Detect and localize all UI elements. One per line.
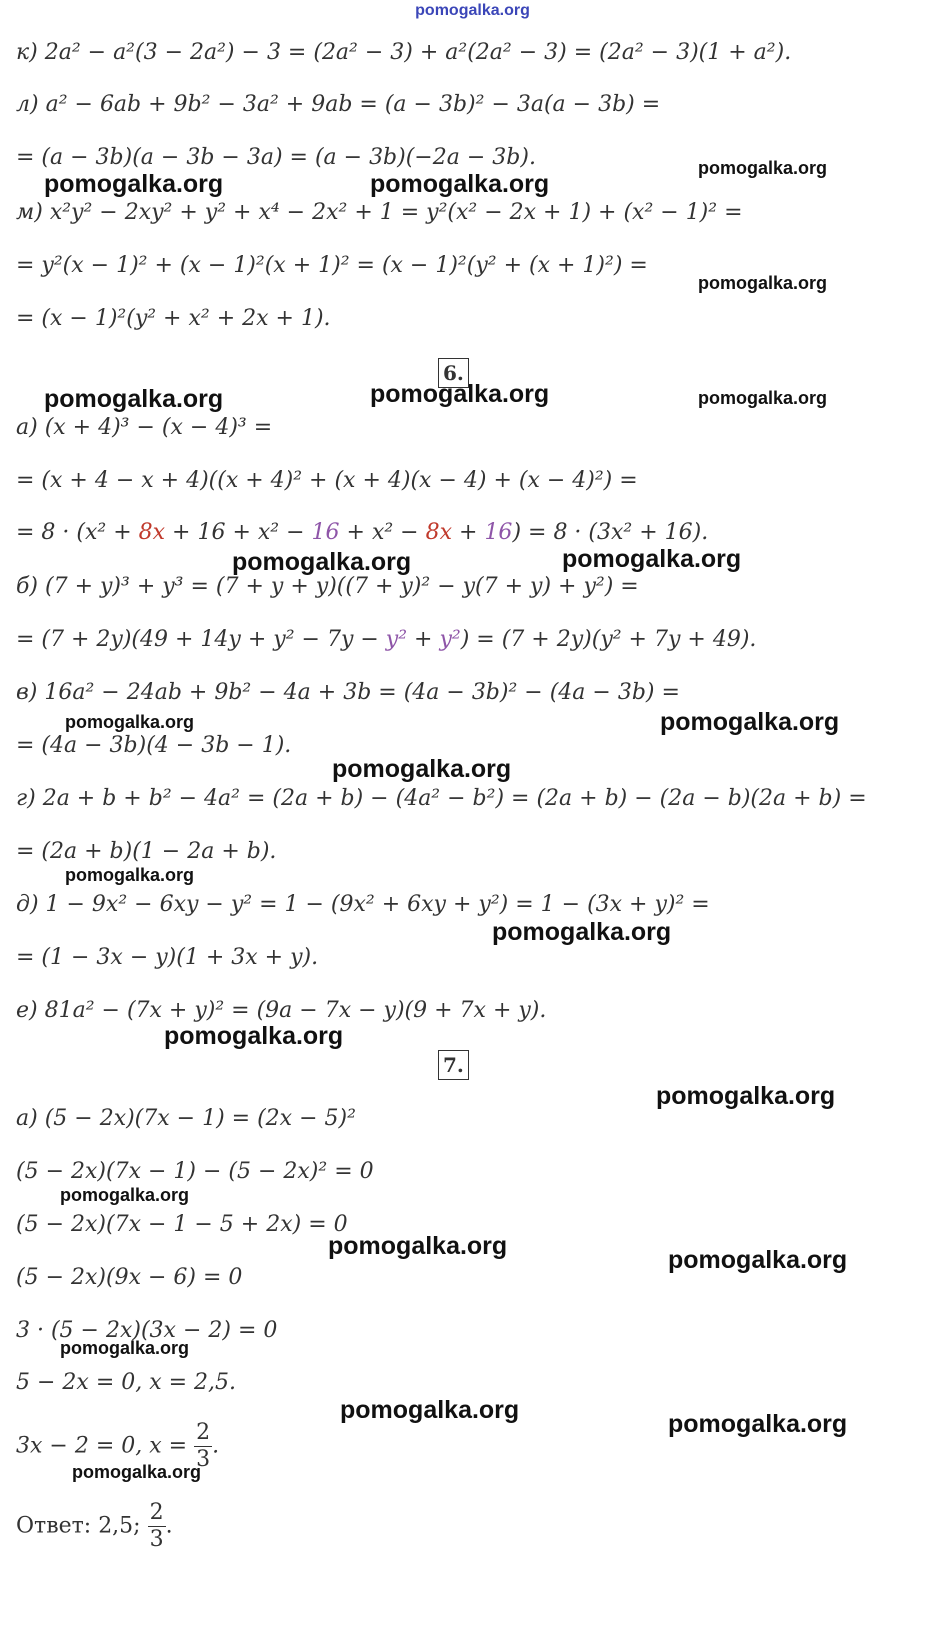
solution-line-a7_3: (5 − 2x)(7x − 1 − 5 + 2x) = 0: [16, 1212, 348, 1237]
fraction-numerator: 2: [196, 1420, 211, 1445]
highlight-purple: 16: [311, 520, 340, 545]
highlight-purple: y²: [439, 627, 461, 652]
solution-line-a7_5: 3 · (5 − 2x)(3x − 2) = 0: [16, 1318, 278, 1343]
fraction: [148, 1500, 166, 1553]
solution-line-m1: м) x²y² − 2xy² + y² + x⁴ − 2x² + 1 = y²(x² − 2x + 1) + (x² − 1)² =: [16, 200, 743, 225]
answer-label: Ответ: 2,5;: [16, 1513, 148, 1539]
watermark: pomogalka.org: [562, 545, 742, 573]
watermark: pomogalka.org: [332, 755, 512, 783]
watermark: pomogalka.org: [328, 1232, 508, 1260]
section-number-6: 6.: [438, 358, 469, 388]
watermark: pomogalka.org: [44, 385, 224, 413]
highlight-purple: 16: [484, 520, 513, 545]
solution-line-g6_1: г) 2a + b + b² − 4a² = (2a + b) − (4a² − b²) = (2a + b) − (2a − b)(2a + b) =: [16, 786, 867, 811]
watermark: pomogalka.org: [72, 1462, 202, 1482]
watermark: pomogalka.org: [60, 1338, 190, 1358]
text-segment: = (7 + 2y)(49 + 14y + y² − 7y −: [16, 627, 386, 652]
solution-line-a7_4: (5 − 2x)(9x − 6) = 0: [16, 1265, 243, 1290]
solution-line-d6_2: = (1 − 3x − y)(1 + 3x + y).: [16, 945, 319, 970]
solution-line-m2: = y²(x − 1)² + (x − 1)²(x + 1)² = (x − 1)²(y² + (x + 1)²) =: [16, 253, 648, 278]
watermark: pomogalka.org: [668, 1246, 848, 1274]
watermark: pomogalka.org: [65, 712, 195, 732]
solution-line-a7_1: а) (5 − 2x)(7x − 1) = (2x − 5)²: [16, 1106, 356, 1131]
watermark: pomogalka.org: [370, 380, 550, 408]
watermark: pomogalka.org: [60, 1185, 190, 1205]
watermark: pomogalka.org: [492, 918, 672, 946]
solution-line-v6_2: = (4a − 3b)(4 − 3b − 1).: [16, 733, 292, 758]
watermark: pomogalka.org: [656, 1082, 836, 1110]
text-segment: ) = 8 · (3x² + 16).: [512, 520, 709, 545]
text-segment: = 8 · (x² +: [16, 520, 139, 545]
highlight-red: 8x: [138, 520, 166, 545]
text-segment: ) = (7 + 2y)(y² + 7y + 49).: [460, 627, 757, 652]
text-segment: +: [452, 520, 485, 545]
watermark: pomogalka.org: [698, 158, 828, 178]
solution-line-a7_2: (5 − 2x)(7x − 1) − (5 − 2x)² = 0: [16, 1159, 374, 1184]
text-segment: + 16 + x² −: [165, 520, 312, 545]
fraction-denominator: 3: [196, 1447, 211, 1472]
header-watermark: pomogalka.org: [415, 2, 530, 19]
solution-line-m3: = (x − 1)²(y² + x² + 2x + 1).: [16, 306, 331, 331]
watermark: pomogalka.org: [698, 388, 828, 408]
line-6a-colored: [16, 520, 708, 545]
solution-line-g6_2: = (2a + b)(1 − 2a + b).: [16, 839, 277, 864]
watermark: pomogalka.org: [660, 708, 840, 736]
answer-line: [16, 1500, 173, 1553]
highlight-purple: y²: [385, 627, 408, 652]
watermark: pomogalka.org: [698, 273, 828, 293]
line-6b-colored: [16, 627, 756, 652]
solution-line-a7_6: 5 − 2x = 0, x = 2,5.: [16, 1370, 237, 1395]
text-segment: 3x − 2 = 0, x =: [16, 1433, 195, 1459]
fraction-numerator: 2: [149, 1500, 164, 1525]
watermark: pomogalka.org: [164, 1022, 344, 1050]
solution-line-k: к) 2a² − a²(3 − 2a²) − 3 = (2a² − 3) + a²(2a² − 3) = (2a² − 3)(1 + a²).: [16, 40, 792, 65]
watermark: pomogalka.org: [370, 170, 550, 198]
watermark: pomogalka.org: [340, 1396, 520, 1424]
solution-line-a6_1: а) (x + 4)³ − (x − 4)³ =: [16, 415, 273, 440]
fraction-denominator: 3: [149, 1527, 164, 1552]
solution-line-a6_2: = (x + 4 − x + 4)((x + 4)² + (x + 4)(x − 4) + (x − 4)²) =: [16, 468, 638, 493]
text-segment: + x² −: [339, 520, 426, 545]
solution-line-v6_1: в) 16a² − 24ab + 9b² − 4a + 3b = (4a − 3b)² − (4a − 3b) =: [16, 680, 680, 705]
text-segment: +: [407, 627, 440, 652]
solution-line-l1: л) a² − 6ab + 9b² − 3a² + 9ab = (a − 3b)² − 3a(a − 3b) =: [16, 92, 661, 117]
text-segment: .: [212, 1433, 220, 1459]
section-number-7: 7.: [438, 1050, 469, 1080]
solution-line-l2: = (a − 3b)(a − 3b − 3a) = (a − 3b)(−2a − 3b).: [16, 145, 536, 170]
highlight-red: 8x: [425, 520, 453, 545]
watermark: pomogalka.org: [668, 1410, 848, 1438]
watermark: pomogalka.org: [232, 548, 412, 576]
solution-line-b6_1: б) (7 + y)³ + y³ = (7 + y + y)((7 + y)² − y(7 + y) + y²) =: [16, 574, 639, 599]
solution-line-d6_1: д) 1 − 9x² − 6xy − y² = 1 − (9x² + 6xy + y²) = 1 − (3x + y)² =: [16, 892, 710, 917]
text-segment: .: [165, 1513, 173, 1539]
watermark: pomogalka.org: [65, 865, 195, 885]
watermark: pomogalka.org: [44, 170, 224, 198]
solution-line-e6_1: е) 81a² − (7x + y)² = (9a − 7x − y)(9 + 7x + y).: [16, 998, 547, 1023]
